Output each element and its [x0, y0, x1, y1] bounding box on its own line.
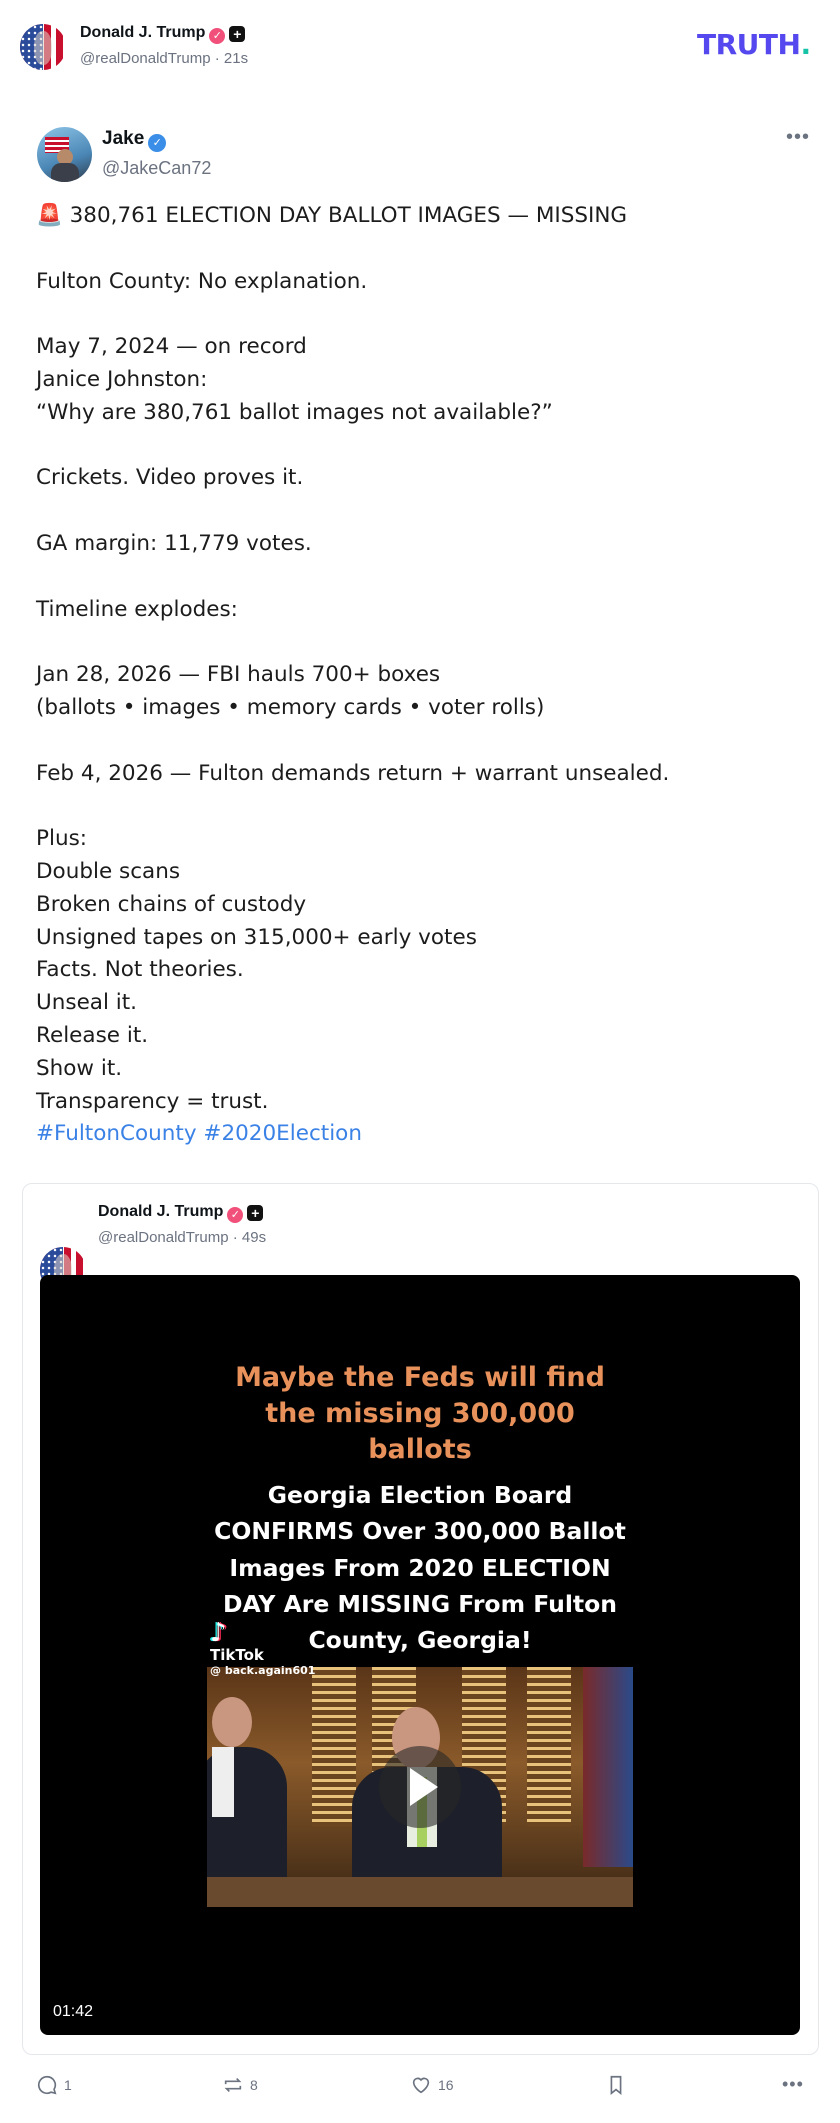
post-blank-line: [36, 561, 806, 594]
post-blank-line: [36, 233, 806, 266]
post-text-line: GA margin: 11,779 votes.: [36, 530, 312, 556]
more-options-icon[interactable]: •••: [786, 126, 811, 148]
author-name[interactable]: Donald J. Trump: [80, 24, 206, 41]
retruth-count: 8: [250, 2077, 258, 2093]
truth-social-logo[interactable]: TRUTH.: [697, 28, 811, 61]
reply-icon: [36, 2074, 58, 2096]
tiktok-watermark: ♪ TikTok @ back.again601: [210, 1618, 316, 1677]
post-text-line: Jan 28, 2026 — FBI hauls 700+ boxes: [36, 662, 441, 688]
bookmark-icon: [605, 2074, 627, 2096]
plus-badge-icon: +: [247, 1205, 263, 1221]
bookmark-button[interactable]: [605, 2074, 627, 2096]
post-text-line: Timeline explodes:: [36, 596, 238, 622]
author-info: Donald J. Trump ✓ + @realDonaldTrump · 21s: [80, 24, 249, 67]
embedded-author-info: Donald J. Trump ✓ + @realDonaldTrump · 49s: [98, 1203, 267, 1246]
tiktok-icon: ♪: [210, 1618, 227, 1648]
verified-badge-icon: ✓: [227, 1207, 243, 1223]
post-body: [36, 200, 806, 1151]
jake-avatar[interactable]: [37, 127, 92, 182]
reply-button[interactable]: [36, 2074, 72, 2096]
hashtags-link[interactable]: #FultonCounty #2020Election: [36, 1121, 362, 1147]
post-text-line: (ballots • images • memory cards • voter rolls): [36, 694, 545, 720]
post-blank-line: [36, 725, 806, 758]
post-blank-line: [36, 430, 806, 463]
video-player[interactable]: [40, 1275, 800, 2035]
post-text-line: Show it.: [36, 1055, 123, 1081]
post-text-line: Crickets. Video proves it.: [36, 465, 304, 491]
reply-count: 1: [64, 2077, 72, 2093]
quoted-author-info: [102, 128, 211, 179]
post-blank-line: [36, 626, 806, 659]
retruth-button[interactable]: [222, 2074, 258, 2096]
post-time: 21s: [223, 50, 249, 67]
video-caption-orange: Maybe the Feds will find the missing 300,000 ballots: [235, 1362, 605, 1465]
like-count: 16: [438, 2077, 454, 2093]
video-duration: 01:42: [53, 2003, 94, 2020]
post-text-line: Double scans: [36, 858, 181, 884]
author-handle[interactable]: @realDonaldTrump: [80, 50, 211, 67]
post-blank-line: [36, 790, 806, 823]
embedded-author-name[interactable]: Donald J. Trump: [98, 1203, 224, 1220]
plus-badge-icon: +: [229, 26, 245, 42]
retruth-icon: [222, 2074, 244, 2096]
play-button-icon[interactable]: [379, 1746, 461, 1828]
post-text-line: Fulton County: No explanation.: [36, 268, 368, 294]
verified-badge-icon: ✓: [209, 28, 225, 44]
post-blank-line: [36, 298, 806, 331]
more-actions-icon[interactable]: •••: [782, 2074, 804, 2094]
post-text-line: “Why are 380,761 ballot images not available?”: [36, 399, 553, 425]
post-text-line: May 7, 2024 — on record: [36, 334, 307, 360]
post-text-line: Unseal it.: [36, 990, 138, 1016]
author-avatar[interactable]: [20, 24, 66, 70]
verified-badge-icon: ✓: [148, 134, 166, 152]
quoted-author-name[interactable]: Jake: [102, 128, 145, 149]
post-text-line: Broken chains of custody: [36, 891, 307, 917]
video-caption-white: Georgia Election Board CONFIRMS Over 300,000 Ballot Images From 2020 ELECTION DAY Are MISSING From Fulton County, Georgia!: [214, 1481, 626, 1655]
embedded-author-handle[interactable]: @realDonaldTrump: [98, 1229, 229, 1246]
post-text-line: Janice Johnston:: [36, 366, 208, 392]
post-text-line: Unsigned tapes on 315,000+ early votes: [36, 924, 477, 950]
post-text-line: Release it.: [36, 1022, 149, 1048]
post-text-line: Feb 4, 2026 — Fulton demands return + warrant unsealed.: [36, 760, 670, 786]
embedded-post-time: 49s: [241, 1229, 267, 1246]
quoted-author-handle[interactable]: @JakeCan72: [102, 158, 212, 178]
post-text-line: Transparency = trust.: [36, 1088, 269, 1114]
post-blank-line: [36, 495, 806, 528]
heart-icon: [410, 2074, 432, 2096]
action-bar: [0, 2074, 840, 2104]
post-text-line: Facts. Not theories.: [36, 957, 244, 983]
like-button[interactable]: [410, 2074, 454, 2096]
post-text-line: 🚨 380,761 ELECTION DAY BALLOT IMAGES — MISSING: [36, 203, 628, 228]
post-text-line: Plus:: [36, 826, 88, 852]
